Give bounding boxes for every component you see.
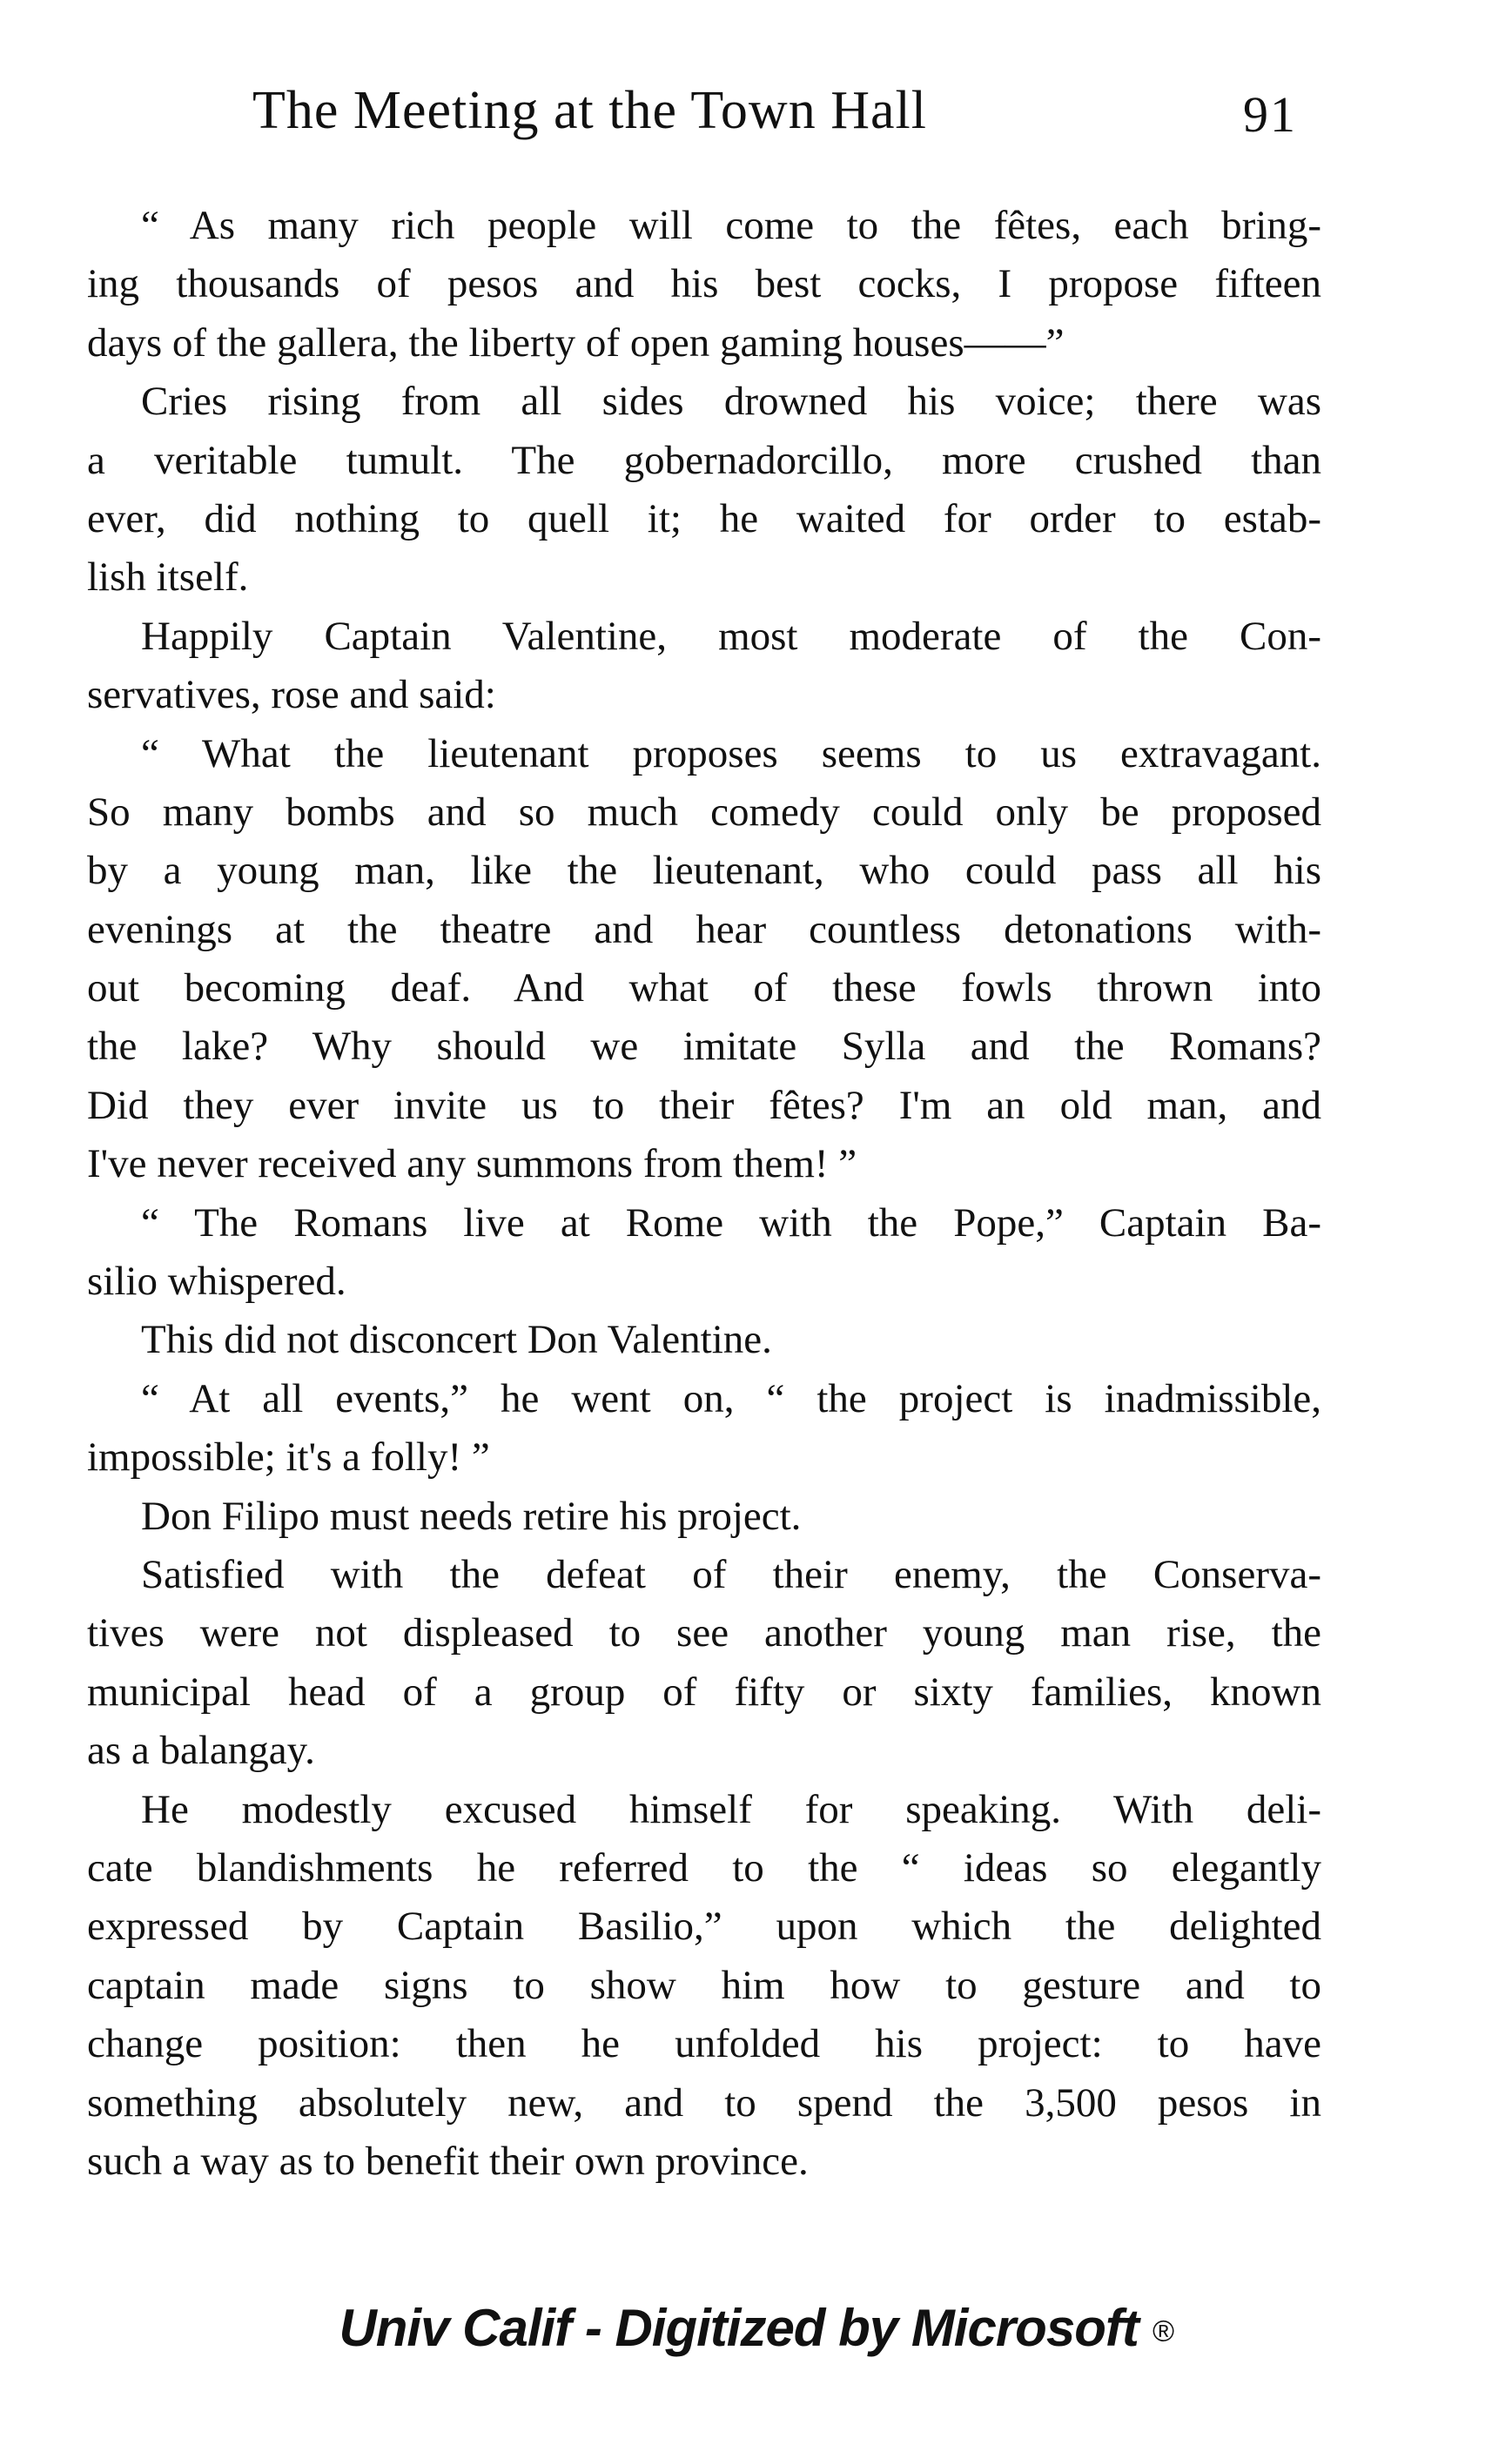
text-line: Satisfied with the defeat of their enemy, the Conserva- (141, 1551, 1321, 1597)
text-line: as a balangay. (87, 1728, 315, 1774)
text-line: something absolutely new, and to spend the 3,500 pesos in (87, 2079, 1321, 2126)
text-line: evenings at the theatre and hear countless detonations with- (87, 906, 1321, 952)
text-line: such a way as to benefit their own province. (87, 2138, 809, 2184)
text-line: silio whispered. (87, 1259, 346, 1305)
registered-mark-icon: ® (1152, 2314, 1173, 2348)
text-line: “ What the lieutenant proposes seems to us extravagant. (141, 730, 1321, 776)
text-line: I've never received any summons from them! ” (87, 1141, 857, 1187)
running-header (252, 80, 1314, 150)
text-line: Happily Captain Valentine, most moderate of the Con- (141, 613, 1321, 659)
text-line: ing thousands of pesos and his best cocks, I propose fifteen (87, 261, 1321, 307)
text-line: This did not disconcert Don Valentine. (141, 1317, 772, 1363)
text-line: So many bombs and so much comedy could only be proposed (87, 789, 1321, 835)
text-line: change position: then he unfolded his project: to have (87, 2021, 1321, 2067)
text-line: a veritable tumult. The gobernadorcillo, more crushed than (87, 437, 1321, 483)
text-line: “ The Romans live at Rome with the Pope,” Captain Ba- (141, 1199, 1321, 1246)
text-line: “ As many rich people will come to the fêtes, each bring- (141, 203, 1321, 248)
text-line: lish itself. (87, 554, 249, 601)
text-line: tives were not displeased to see another young man rise, the (87, 1610, 1321, 1656)
text-line: by a young man, like the lieutenant, who could pass all his (87, 848, 1321, 894)
text-line: out becoming deaf. And what of these fowls thrown into (87, 965, 1321, 1011)
text-line: expressed by Captain Basilio,” upon which the delighted (87, 1904, 1321, 1950)
text-line: the lake? Why should we imitate Sylla and the Romans? (87, 1024, 1321, 1070)
page-number: 91 (1243, 86, 1297, 143)
text-line: captain made signs to show him how to gesture and to (87, 1962, 1321, 2008)
text-line: impossible; it's a folly! ” (87, 1434, 490, 1481)
text-line: “ At all events,” he went on, “ the project is inadmissible, (141, 1375, 1321, 1421)
text-line: cate blandishments he referred to the “ ideas so elegantly (87, 1844, 1321, 1891)
text-line: municipal head of a group of fifty or sixty families, known (87, 1669, 1321, 1715)
digitization-watermark (0, 2298, 1512, 2358)
running-title: The Meeting at the Town Hall (252, 81, 927, 140)
text-line: He modestly excused himself for speaking. With deli- (141, 1786, 1321, 1832)
text-line: Don Filipo must needs retire his project. (141, 1493, 802, 1539)
page-body-text (87, 197, 1321, 2191)
text-line: Cries rising from all sides drowned his voice; there was (141, 379, 1321, 425)
text-line: days of the gallera, the liberty of open gaming houses——” (87, 319, 1065, 366)
text-line: Did they ever invite us to their fêtes? I'm an old man, and (87, 1082, 1321, 1128)
text-line: servatives, rose and said: (87, 672, 496, 718)
watermark-text: Univ Calif - Digitized by Microsoft (339, 2299, 1139, 2357)
text-line: ever, did nothing to quell it; he waited for order to estab- (87, 495, 1321, 541)
